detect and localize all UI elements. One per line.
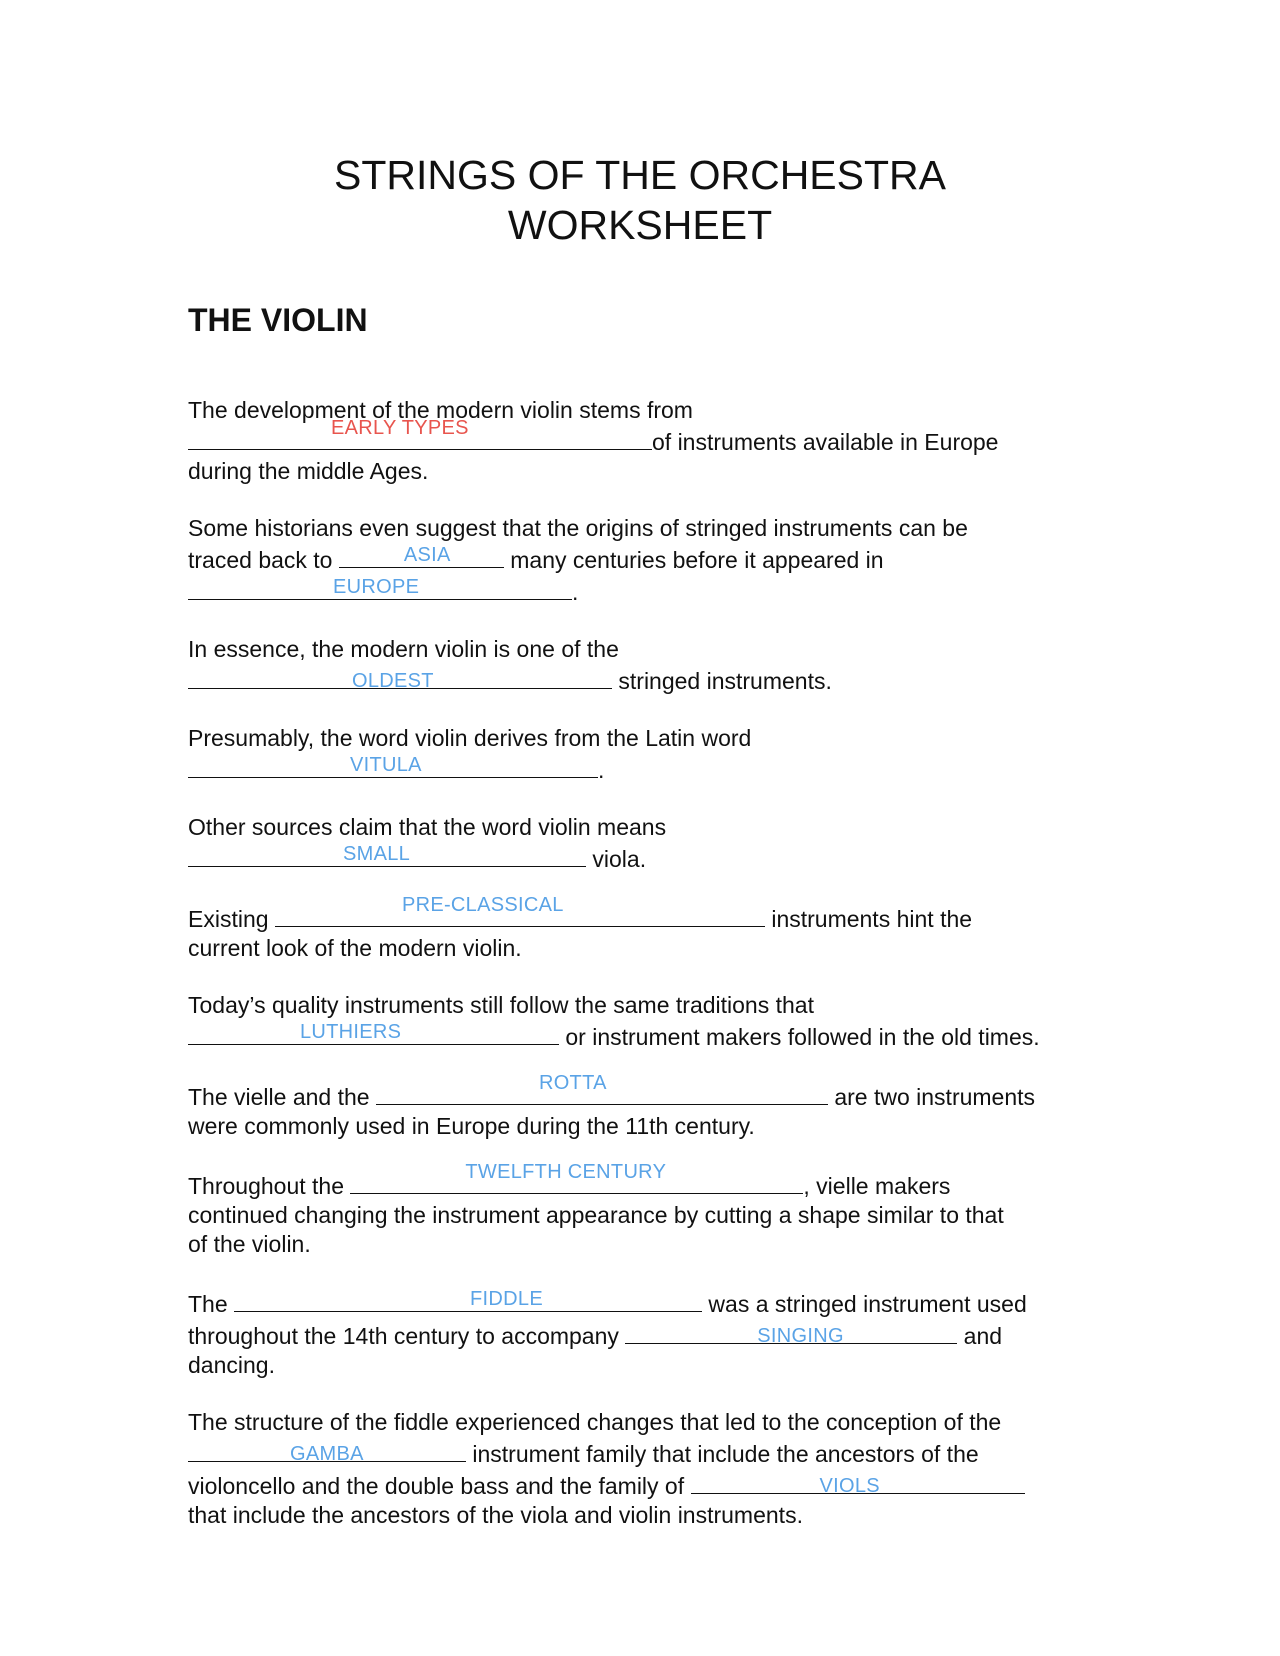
answer-blank[interactable] — [339, 543, 504, 568]
question-9 — [188, 1161, 1108, 1259]
question-5 — [188, 813, 1108, 874]
answer-text: EUROPE — [333, 576, 420, 598]
question-8 — [188, 1072, 1108, 1141]
title-line-1: STRINGS OF THE ORCHESTRA — [333, 152, 947, 198]
question-10 — [188, 1287, 1108, 1380]
question-text: instrument family that include the ancestors of the — [466, 1441, 979, 1467]
question-text: The — [188, 1291, 235, 1317]
question-1 — [188, 396, 1108, 486]
answer-text: OLDEST — [352, 670, 434, 692]
question-text: Some historians even suggest that the origins of stringed instruments can be — [188, 515, 968, 541]
question-text: were commonly used in Europe during the 11th century. — [188, 1113, 755, 1139]
answer-text: SINGING — [757, 1325, 844, 1347]
question-text: violoncello and the double bass and the family of — [188, 1473, 691, 1499]
question-text: In essence, the modern violin is one of the — [188, 636, 619, 662]
worksheet-body — [188, 396, 1108, 1558]
answer-blank[interactable] — [625, 1319, 957, 1347]
answer-text: LUTHIERS — [300, 1021, 402, 1043]
question-4 — [188, 724, 1108, 785]
question-3 — [188, 635, 1108, 696]
answer-blank[interactable] — [188, 842, 586, 867]
question-text: of the violin. — [188, 1231, 311, 1257]
answer-blank[interactable] — [350, 1161, 803, 1194]
answer-text: TWELFTH CENTURY — [465, 1161, 667, 1183]
question-text: Presumably, the word violin derives from the Latin word — [188, 725, 752, 751]
answer-text: ROTTA — [538, 1072, 607, 1094]
question-text: during the middle Ages. — [188, 458, 429, 484]
question-2 — [188, 514, 1108, 607]
question-text: current look of the modern violin. — [188, 935, 522, 961]
question-text: Other sources claim that the word violin means — [188, 814, 667, 840]
answer-text: GAMBA — [290, 1443, 364, 1465]
worksheet-title — [0, 150, 1280, 250]
question-text: or instrument makers followed in the old times. — [559, 1024, 1040, 1050]
title-line-2: WORKSHEET — [507, 202, 773, 248]
answer-blank[interactable] — [234, 1287, 702, 1312]
answer-text: EARLY TYPES — [331, 417, 469, 439]
answer-text: PRE-CLASSICAL — [401, 894, 564, 916]
question-text: are two instruments — [827, 1084, 1036, 1110]
question-text: traced back to — [188, 547, 339, 573]
question-text: and — [957, 1323, 1003, 1349]
question-text: The structure of the fiddle experienced changes that led to the conception of the — [188, 1409, 1002, 1435]
question-text: Today’s quality instruments still follow the same traditions that — [188, 992, 814, 1018]
question-text: viola. — [586, 846, 647, 872]
question-text: instruments hint the — [764, 906, 973, 932]
question-text: throughout the 14th century to accompany — [188, 1323, 626, 1349]
answer-blank[interactable] — [188, 664, 612, 692]
question-text: dancing. — [188, 1352, 275, 1378]
question-text: of instruments available in Europe — [652, 429, 999, 455]
question-7 — [188, 991, 1108, 1052]
answer-blank[interactable] — [188, 575, 572, 600]
answer-blank[interactable] — [188, 753, 598, 778]
question-text: many centuries before it appeared in — [503, 547, 884, 573]
question-text: The vielle and the — [188, 1084, 376, 1110]
question-text: . — [572, 579, 579, 605]
question-text: The development of the modern violin stems from — [188, 397, 693, 423]
question-text: stringed instruments. — [612, 668, 832, 694]
answer-blank[interactable] — [275, 894, 765, 927]
answer-text: SMALL — [343, 843, 411, 865]
answer-blank[interactable] — [376, 1072, 828, 1105]
question-text: that include the ancestors of the viola and violin instruments. — [188, 1502, 803, 1528]
answer-blank[interactable] — [188, 1020, 559, 1045]
question-text: Throughout the — [188, 1173, 351, 1199]
answer-text: ASIA — [403, 544, 451, 566]
question-text: , vielle makers — [803, 1173, 951, 1199]
section-heading: THE VIOLIN — [188, 302, 368, 338]
question-6 — [188, 894, 1108, 963]
answer-text: VIOLS — [819, 1475, 880, 1497]
answer-blank[interactable] — [188, 1437, 466, 1465]
question-text: was a stringed instrument used — [702, 1291, 1027, 1317]
answer-blank[interactable] — [188, 417, 652, 450]
answer-text: FIDDLE — [470, 1288, 543, 1310]
question-text: Existing — [188, 906, 275, 932]
answer-blank[interactable] — [691, 1469, 1025, 1497]
question-text: continued changing the instrument appearance by cutting a shape similar to that — [188, 1202, 1004, 1228]
question-text: . — [598, 757, 605, 783]
question-11 — [188, 1408, 1108, 1530]
answer-text: VITULA — [350, 754, 422, 776]
